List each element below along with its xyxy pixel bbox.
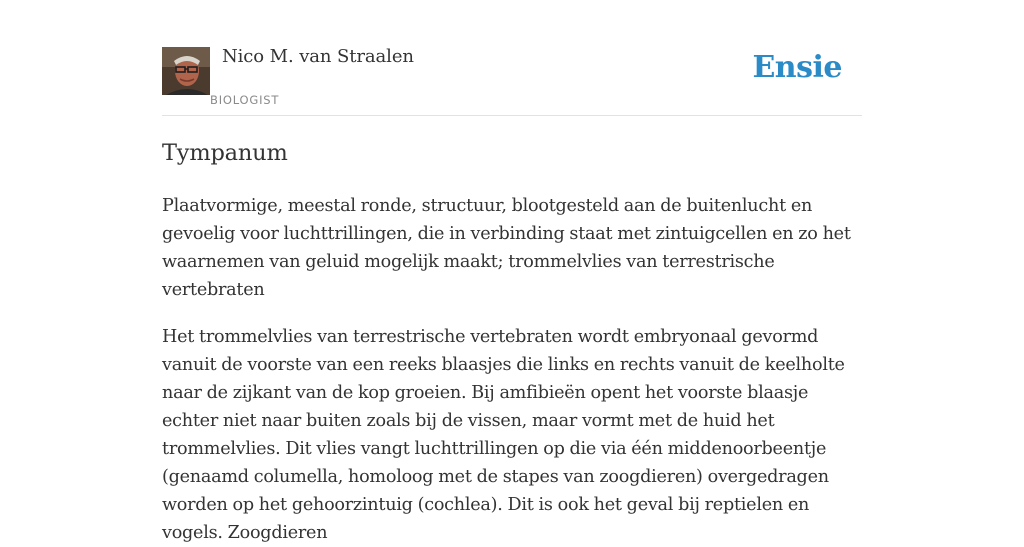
author-header <box>162 0 862 116</box>
entry-definition: Plaatvormige, meestal ronde, structuur, blootgesteld aan de buitenlucht en gevoelig voor luchttrillingen, die in verbinding staat met zintuigcellen en zo het waarnemen van geluid mogelijk maakt; trommelvlies van terrestrische vertebraten <box>162 196 851 300</box>
entry-title: Tympanum <box>162 140 288 166</box>
author-name[interactable]: Nico M. van Straalen <box>222 46 414 67</box>
entry-body: Het trommelvlies van terrestrische vertebraten wordt embryonaal gevormd vanuit de voorste van een reeks blaasjes die links en rechts vanuit de keelholte naar de zijkant van de kop groeien. Bij amfibieën opent het voorste blaasje echter niet naar buiten zoals bij de vissen, maar vormt met de huid het trommelvlies. Dit vlies vangt luchttrillingen op die via één middenoorbeentje (genaamd columella, homoloog met de stapes van zoogdieren) overgedragen worden op het gehoorzintuig (cochlea). Dit is ook het geval bij reptielen en vogels. Zoogdieren <box>162 327 845 543</box>
author-portrait-icon <box>162 47 210 95</box>
author-role: BIOLOGIST <box>210 93 280 107</box>
ensie-logo[interactable]: Ensie <box>752 50 842 85</box>
entry-card <box>162 0 862 543</box>
author-avatar[interactable] <box>162 47 210 95</box>
